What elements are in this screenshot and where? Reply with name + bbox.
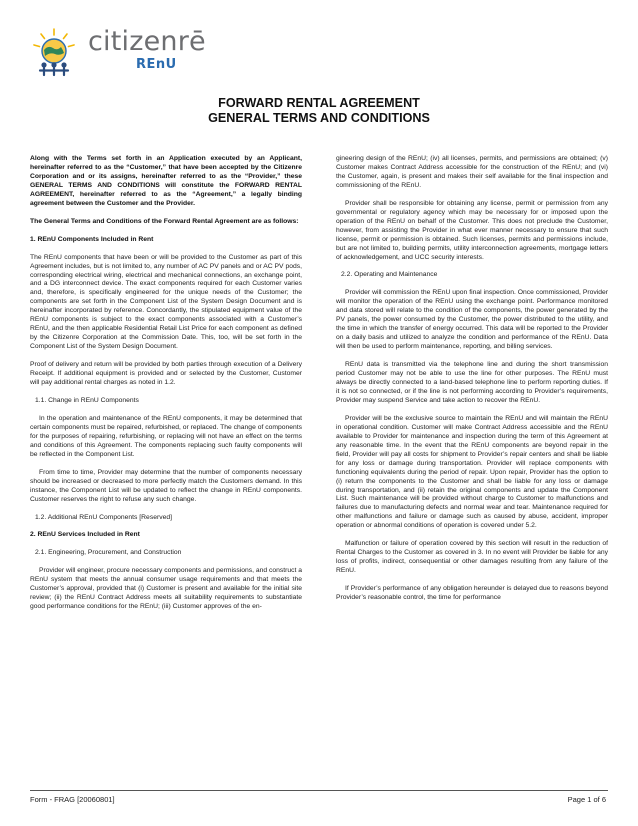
paragraph: The REnU components that have been or will be provided to the Customer as part of this Agreement includes, but is not limited to, any number of AC PV panels and or AC PV pods, corresponding electrical wiring, electrical and mechanical connections, an exchange point, and a DG interconnect device. The exact components required for each Customer varies and, therefore, is specifically engineered for the unique needs of the Customer; the components are set forth in the Component List of the System Design Document and is hereinafter incorporated by reference. Concordantly, the stipulated equipment value of the REnU components is subject to the exact components associated with a Customer’s REnU, and the then applicable Residential Retail List Price for each component as defined by the Citizenre Corporation at the Commission Date. This, too, will be set forth in the Component List of the System Design Document. (30, 253, 302, 351)
paragraph: Proof of delivery and return will be provided by both parties through execution of a Delivery Receipt. If additional equipment is provided and or selected by the Customer, Customer will pay additional rental charges as noted in 1.2. (30, 361, 302, 387)
paragraph: Provider will be the exclusive source to maintain the REnU and will maintain the REnU in operational condition. Customer will make Contract Address accessible and the REnU available to Provider for maintenance and inspection during the term of this Agreement at any reasonable time. In the event that the REnU components are beyond repair in the field, Provider will pay all costs for shipment to Provider’s repair centers and shall be liable for any loss or damage during transportation. Provider will replace components with functioning equivalents during the period of repair. Upon repair, Provider has the option to (i) return the components to the Customer and shall be liable for any loss or damage during transportation, and (ii) retain the original components and update the Component List. Such maintenance will be provided without charge to Customer to malfunctions and failures due to manufacturing defects and normal wear and tear. Maintenance required for other malfunctions and failure or damage such as caused by abuse, accident, improper operation or abnormal conditions of operation is covered under 5.2. (336, 414, 608, 530)
intro-paragraph: Along with the Terms set forth in an Application executed by an Applicant, hereinafter referred to as the “Customer,” that have been accepted by the Citizenre Corporation and or its assigns, hereinafter referred to as the “Provider,” these GENERAL TERMS AND CONDITIONS will constitute the FORWARD RENTAL AGREEMENT, hereinafter referred to as the “Agreement,” a legally binding agreement between the Customer and the Provider. (30, 155, 302, 207)
subsection-heading: 2.2. Operating and Maintenance (341, 271, 438, 279)
paragraph: If Provider’s performance of any obligation hereunder is delayed due to reasons beyond Provider’s reasonable control, the time for performance (336, 585, 608, 602)
paragraph: Provider will engineer, procure necessary components and permissions, and construct a REnU system that meets the annual consumer usage requirements and that meets the Customer’s approval, provided that (i) Customer is present and available for the initial site review; (ii) the REnU Contract Address meets all suitability requirements to substantiate good performance conditions for the REnU; (iii) Customer approves of the en- (30, 567, 303, 611)
logo-wordmark: citizenrē (88, 26, 206, 57)
title-line-1: FORWARD RENTAL AGREEMENT (218, 96, 420, 110)
footer-divider (30, 790, 608, 791)
title-line-2: GENERAL TERMS AND CONDITIONS (208, 111, 430, 125)
paragraph: Provider shall be responsible for obtaining any license, permit or permission from any governmental or regulatory agency which may be necessary for or imposed upon the operation of the REnU on behalf of the Customer. This does not preclude the Customer, however, from assisting the Provider in what ever manner necessary to ensure that such license, permit or permission is obtained. Such licenses, permits and permissions include, but are not limited to, building permits, utility interconnection agreements, mortgage letters of acknowledgement, and UCC security interests. (336, 199, 608, 261)
subsection-heading: 2.1. Engineering, Procurement, and Construction (35, 549, 182, 557)
form-id: Form - FRAG [20060801] (30, 795, 115, 804)
logo-subtitle: REnU (136, 57, 177, 72)
sun-globe-logo-icon (30, 26, 86, 80)
paragraph: REnU data is transmitted via the telephone line and during the short transmission period Customer may not be able to use the line for other purposes. The REnU must always be directly connected to a land-based telephone line to perform reporting duties. If it is not so connected, or if the line is not performing according to Provider’s requirements, Provider may suspend Service and take action to recover the REnU. (336, 361, 608, 404)
terms-lead-in: The General Terms and Conditions of the Forward Rental Agreement are as follows: (30, 217, 299, 225)
section-2-heading: 2. REnU Services Included in Rent (30, 531, 140, 539)
subsection-heading: 1.1. Change in REnU Components (35, 396, 139, 404)
paragraph: Malfunction or failure of operation covered by this section will result in the reduction of Rental Charges to the Customer as covered in 3. In no event will Provider be liable for any loss of profits, indirect, consequential or other damages resulting from any failure of the REnU. (336, 540, 608, 575)
page-number: Page 1 of 6 (567, 795, 606, 804)
paragraph: In the operation and maintenance of the REnU components, it may be determined that certain components must be repaired, refurbished, or replaced. The change of components for the purposes of repairing, refurbishing, or replacing will not have an effect on the terms and conditions of this Agreement. The components replacing such faulty components will be reflected in the Component List. (30, 414, 302, 458)
right-column (336, 155, 608, 612)
paragraph: From time to time, Provider may determine that the number of components necessary should be increased or decreased to more perfectly match the Customers demand. In this instance, the Component List will be updated to reflect the change in REnU components. Customer reserves the right to refuse any such change. (30, 468, 302, 503)
left-column (30, 155, 302, 621)
paragraph: gineering design of the REnU; (iv) all licenses, permits, and permissions are obtained; (v) Customer makes Contract Address accessible for the construction of the REnU; and (vi) the Customer, again, is present and makes their self available for the final inspection and commissioning of the REnU. (336, 155, 608, 189)
subsection-heading: 1.2. Additional REnU Components [Reserved] (35, 513, 172, 521)
paragraph: Provider will commission the REnU upon final inspection. Once commissioned, Provider will monitor the operation of the REnU using the exchange point. Performance monitored and data stored will relate to the condition of the components, the power generated by the PV panels, the power consumed by the Customer, the power distributed to the utility, and the time in which the transfer of energy occurred. This data will be reported to the Provider on a daily basis and utilized to analyze the condition and performance of the REnU. Data will then be used to perform maintenance, reporting, and billing services. (336, 289, 608, 351)
section-1-heading: 1. REnU Components Included in Rent (30, 235, 154, 243)
document-title (0, 96, 638, 126)
citizenre-logo (30, 26, 220, 78)
